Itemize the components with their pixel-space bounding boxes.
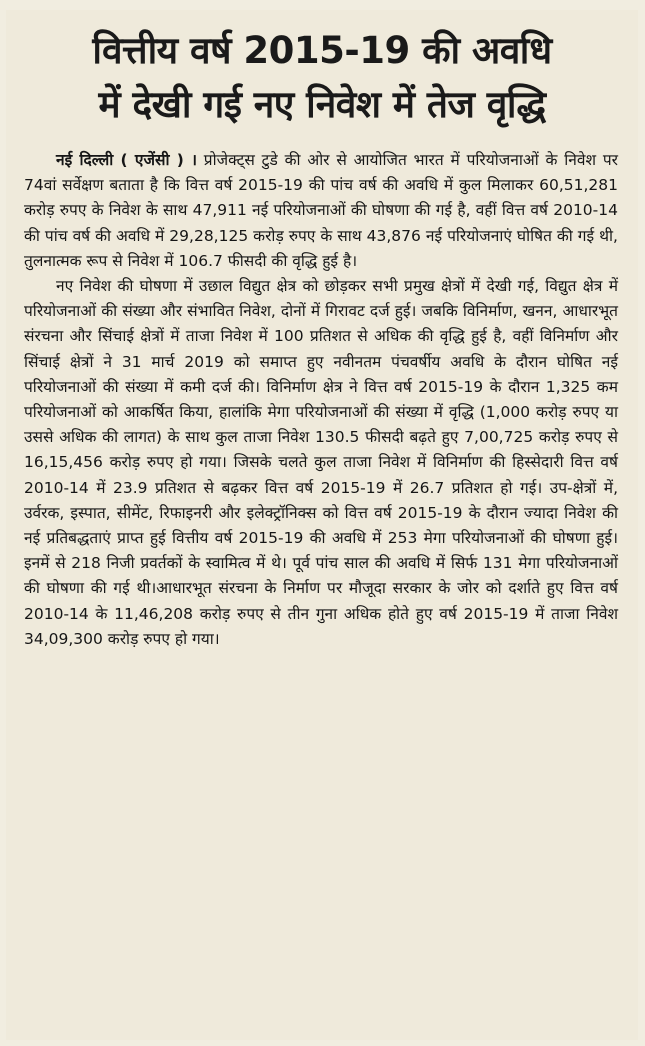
article-body — [24, 148, 618, 652]
headline-line-1: वित्तीय वर्ष 2015-19 की अवधि — [92, 29, 552, 72]
article-paragraph-2 — [24, 274, 618, 652]
paragraph-1-text: प्रोजेक्ट्स टुडे की ओर से आयोजित भारत में परियोजनाओं के निवेश पर 74वां सर्वेक्षण बताता है कि वित्त वर्ष 2015-19 की पांच वर्ष की अवधि में कुल मिलाकर 60,51,281 करोड़ रुपए के निवेश के साथ 47,911 नई परियोजनाओं की घोषणा की गई है, वहीं वित्त वर्ष 2010-14 की पांच वर्ष की अवधि में 29,28,125 करोड़ रुपए के साथ 43,876 नई परियोजनाएं घोषित की गई थी, तुलनात्मक रूप से निवेश में 106.7 फीसदी की वृद्धि हुई है। — [24, 151, 618, 270]
paragraph-2-text: नए निवेश की घोषणा में उछाल विद्युत क्षेत्र को छोड़कर सभी प्रमुख क्षेत्रों में देखी गई, विद्युत क्षेत्र में परियोजनाओं की संख्या और संभावित निवेश, दोनों में गिरावट दर्ज हुई। जबकि विनिर्माण, खनन, आधारभूत संरचना और सिंचाई क्षेत्रों में ताजा निवेश में 100 प्रतिशत से अधिक की वृद्धि हुई है, वहीं विनिर्माण और सिंचाई क्षेत्रों ने 31 मार्च 2019 को समाप्त हुए नवीनतम पंचवर्षीय अवधि के दौरान घोषित नई परियोजनाओं की संख्या में कमी दर्ज की। विनिर्माण क्षेत्र ने वित्त वर्ष 2015-19 के दौरान 1,325 कम परियोजनाओं को आकर्षित किया, हालांकि मेगा परियोजनाओं की संख्या में वृद्धि (1,000 करोड़ रुपए या उससे अधिक की लागत) के साथ कुल ताजा निवेश 130.5 फीसदी बढ़ते हुए 7,00,725 करोड़ रुपए से 16,15,456 करोड़ रुपए हो गया। जिसके चलते कुल ताजा निवेश में विनिर्माण की हिस्सेदारी वित्त वर्ष 2010-14 में 23.9 प्रतिशत से बढ़कर वित्त वर्ष 2015-19 में 26.7 प्रतिशत हो गई। उप-क्षेत्रों में, उर्वरक, इस्पात, सीमेंट, रिफाइनरी और इलेक्ट्रॉनिक्स को वित्त वर्ष 2015-19 के दौरान ज्यादा निवेश की नई प्रतिबद्धताएं प्राप्त हुई वित्तीय वर्ष 2015-19 की अवधि में 253 मेगा परियोजनाओं की घोषणा हुई। इनमें से 218 निजी प्रवर्तकों के स्वामित्व में थे। पूर्व पांच साल की अवधि में सिर्फ 131 मेगा परियोजनाओं की घोषणा की गई थी।आधारभूत संरचना के निर्माण पर मौजूदा सरकार के जोर को दर्शाते हुए वित्त वर्ष 2010-14 के 11,46,208 करोड़ रुपए से तीन गुना अधिक होते हुए वर्ष 2015-19 में ताजा निवेश 34,09,300 करोड़ रुपए हो गया। — [24, 277, 618, 648]
article-paragraph-1 — [24, 148, 618, 274]
headline — [6, 24, 638, 132]
headline-line-2: में देखी गई नए निवेश में तेज वृद्धि — [98, 83, 546, 126]
dateline: नई दिल्ली ( एजेंसी ) । — [56, 151, 197, 169]
